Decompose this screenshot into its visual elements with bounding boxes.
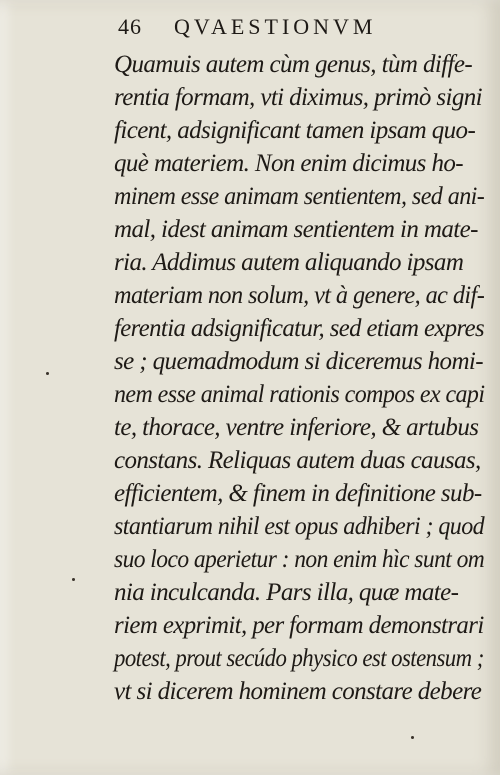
text-line: riem exprimit, per formam demonstrari xyxy=(114,612,484,639)
text-line: materiam non solum, vt à genere, ac dif- xyxy=(114,282,485,309)
page-number: 46 xyxy=(118,14,142,39)
text-line: nia inculcanda. Pars illa, quæ mate- xyxy=(114,579,459,606)
text-line: mal, idest animam sentientem in mate- xyxy=(114,216,478,243)
text-line: ferentia adsignificatur, sed etiam expres xyxy=(114,315,485,342)
text-line: ria. Addimus autem aliquando ipsam xyxy=(114,249,464,276)
text-line: efficientem, & finem in definitione sub- xyxy=(114,480,482,507)
paper-speck xyxy=(46,372,49,375)
text-line: minem esse animam sentientem, sed ani- xyxy=(114,183,485,210)
text-line: nem esse animal rationis compos ex capi xyxy=(114,381,485,408)
text-line: constans. Reliquas autem duas causas, xyxy=(114,447,481,474)
text-line: te, thorace, ventre inferiore, & artubus xyxy=(114,414,479,441)
text-line: suo loco aperietur : non enim hìc sunt om xyxy=(114,546,485,573)
paper-speck xyxy=(411,736,414,739)
text-line: ficent, adsignificant tamen ipsam quo- xyxy=(114,117,476,144)
text-line: se ; quemadmodum si diceremus homi- xyxy=(114,348,483,375)
paper-speck xyxy=(72,578,75,581)
page-header xyxy=(118,14,448,46)
text-line: rentia formam, vti diximus, primò signi xyxy=(114,84,483,111)
text-line: vt si dicerem hominem constare debere xyxy=(114,678,482,705)
text-line: què materiem. Non enim dicimus ho- xyxy=(114,150,463,177)
text-line: stantiarum nihil est opus adhiberi ; quod xyxy=(114,513,485,540)
text-line: potest, prout secúdo physico est ostensum ; xyxy=(114,645,484,672)
running-title: QVAESTIONVM xyxy=(174,14,377,39)
text-line: Quamuis autem cùm genus, tùm diffe- xyxy=(114,51,473,78)
